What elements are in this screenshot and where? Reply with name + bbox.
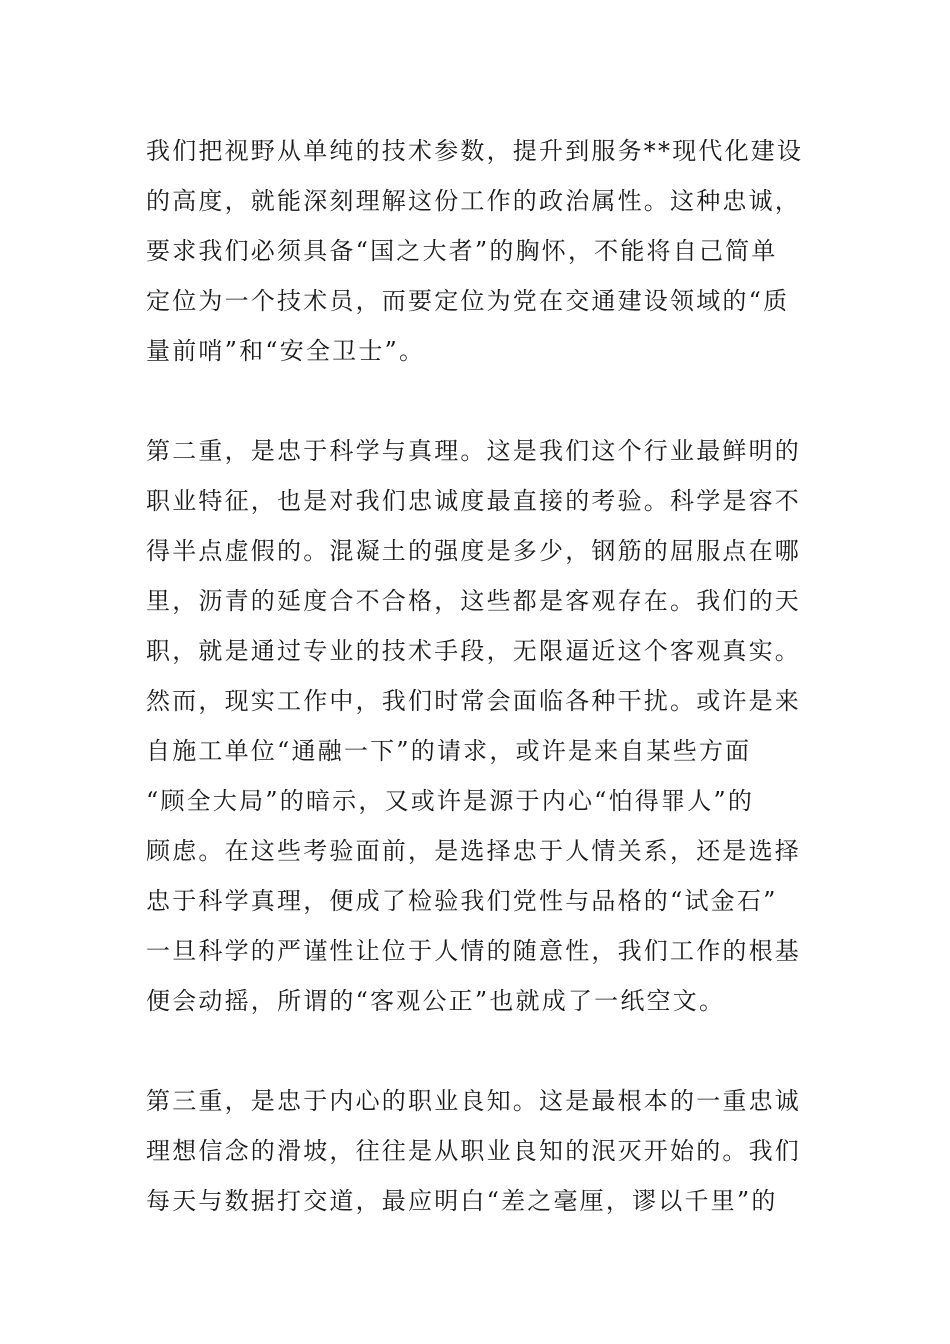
text-line: 里，沥青的延度合不合格，这些都是客观存在。我们的天 (146, 587, 801, 615)
paragraph-2 (146, 426, 806, 1026)
text-line: 量前哨”和“安全卫士”。 (146, 337, 426, 365)
text-line: 职业特征，也是对我们忠诚度最直接的考验。科学是容不 (146, 487, 801, 515)
paragraph-3 (146, 1076, 806, 1226)
paragraph-1 (146, 126, 806, 376)
text-line: 的高度，就能深刻理解这份工作的政治属性。这种忠诚， (146, 187, 801, 215)
text-line: 然而，现实工作中，我们时常会面临各种干扰。或许是来 (146, 687, 801, 715)
text-line: 我们把视野从单纯的技术参数，提升到服务**现代化建设 (146, 137, 804, 165)
text-line: 顾虑。在这些考验面前，是选择忠于人情关系，还是选择 (146, 837, 801, 865)
paragraph-spacer (146, 1026, 806, 1076)
text-line: “顾全大局”的暗示，又或许是源于内心“怕得罪人”的 (146, 787, 755, 815)
text-line: 理想信念的滑坡，往往是从职业良知的泯灭开始的。我们 (146, 1137, 801, 1165)
text-line: 一旦科学的严谨性让位于人情的随意性，我们工作的根基 (146, 937, 801, 965)
text-line: 每天与数据打交道，最应明白“差之毫厘，谬以千里”的 (146, 1187, 778, 1215)
text-line: 定位为一个技术员，而要定位为党在交通建设领域的“质 (146, 287, 790, 315)
text-line: 第三重，是忠于内心的职业良知。这是最根本的一重忠诚 (146, 1087, 801, 1115)
text-line: 便会动摇，所谓的“客观公正”也就成了一纸空文。 (146, 987, 726, 1015)
paragraph-spacer (146, 376, 806, 426)
text-line: 职，就是通过专业的技术手段，无限逼近这个客观真实。 (146, 637, 801, 665)
text-line: 忠于科学真理，便成了检验我们党性与品格的“试金石” (146, 887, 778, 915)
text-line: 得半点虚假的。混凝土的强度是多少，钢筋的屈服点在哪 (146, 537, 801, 565)
document-body (146, 126, 806, 1226)
text-line: 要求我们必须具备“国之大者”的胸怀，不能将自己简单 (146, 237, 778, 265)
text-line: 第二重，是忠于科学与真理。这是我们这个行业最鲜明的 (146, 437, 801, 465)
text-line: 自施工单位“通融一下”的请求，或许是来自某些方面 (146, 737, 752, 765)
